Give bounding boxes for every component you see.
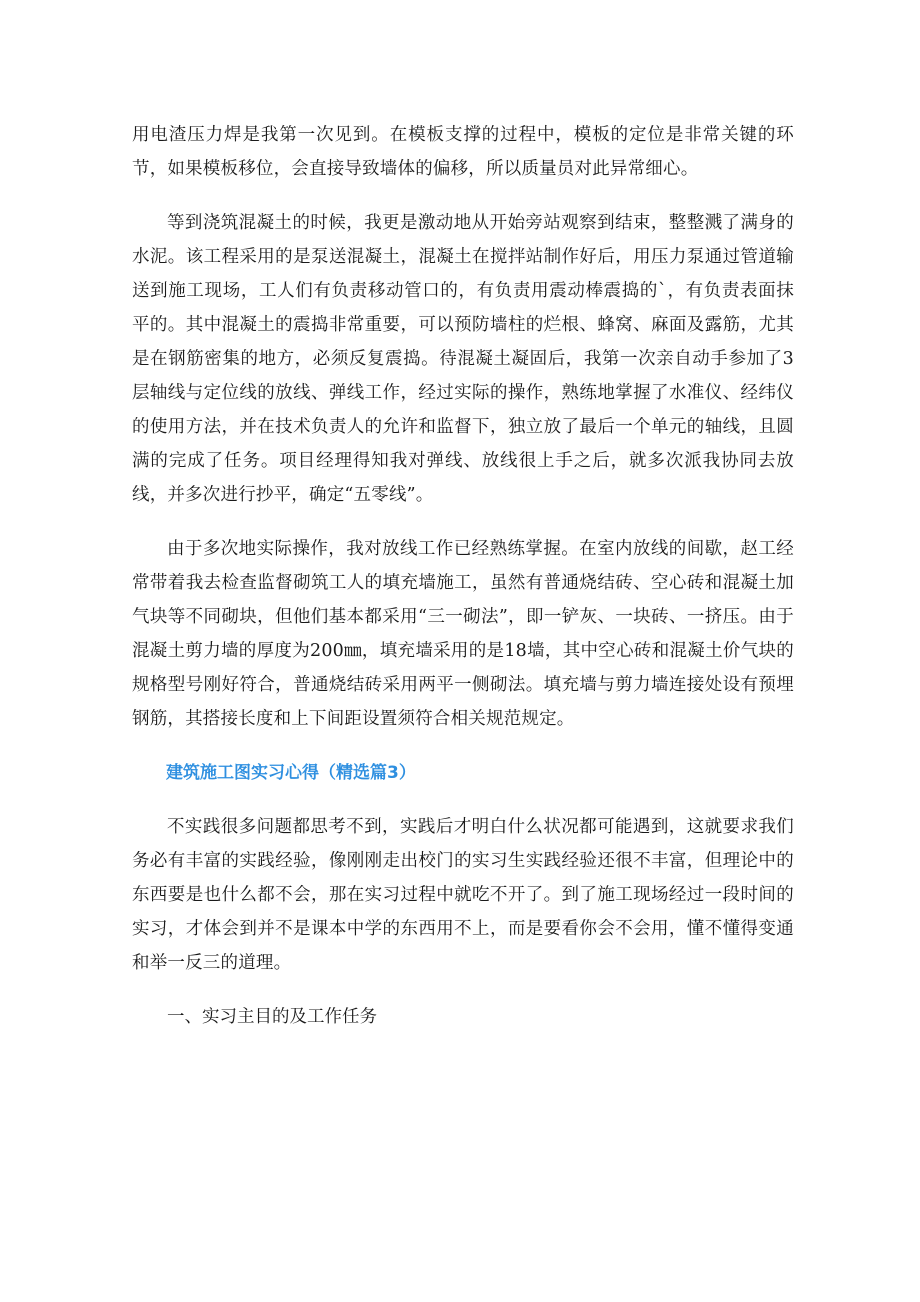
- paragraph-welding-formwork: 用电渣压力焊是我第一次见到。在模板支撑的过程中，模板的定位是非常关键的环节，如果模板移位，会直接导致墙体的偏移，所以质量员对此异常细心。: [132, 125, 794, 179]
- document-page: [132, 118, 794, 1034]
- section-heading: 建筑施工图实习心得（精选篇3）: [166, 763, 416, 783]
- paragraph-practice-experience: 不实践很多问题都思考不到，实践后才明白什么状况都可能遇到，这就要求我们务必有丰富的实践经验，像刚刚走出校门的实习生实践经验还很不丰富，但理论中的东西要是也什么都不会，那在实习过程中就吃不开了。到了施工现场经过一段时间的实习，才体会到并不是课本中学的东西用不上，而是要看你会不会用，懂不懂得变通和举一反三的道理。: [132, 817, 794, 973]
- subheading-internship-purpose: 一、实习主目的及工作任务: [167, 1007, 377, 1027]
- paragraph-infill-wall: 由于多次地实际操作，我对放线工作已经熟练掌握。在室内放线的间歇，赵工经常带着我去检查监督砌筑工人的填充墙施工，虽然有普通烧结砖、空心砖和混凝土加气块等不同砌块，但他们基本都采用“三一砌法”，即一铲灰、一块砖、一挤压。由于混凝土剪力墙的厚度为200㎜，填充墙采用的是18墙，其中空心砖和混凝土价气块的规格型号刚好符合，普通烧结砖采用两平一侧砌法。填充墙与剪力墙连接处设有预埋钢筋，其搭接长度和上下间距设置须符合相关规范规定。: [132, 539, 794, 729]
- paragraph-concrete-pouring: 等到浇筑混凝土的时候，我更是激动地从开始旁站观察到结束，整整溅了满身的水泥。该工程采用的是泵送混凝土，混凝土在搅拌站制作好后，用压力泵通过管道输送到施工现场，工人们有负责移动管口的，有负责用震动棒震捣的`，有负责表面抹平的。其中混凝土的震捣非常重要，可以预防墙柱的烂根、蜂窝、麻面及露筋，尤其是在钢筋密集的地方，必须反复震捣。待混凝土凝固后，我第一次亲自动手参加了3层轴线与定位线的放线、弹线工作，经过实际的操作，熟练地掌握了水准仪、经纬仪的使用方法，并在技术负责人的允许和监督下，独立放了最后一个单元的轴线，且圆满的完成了任务。项目经理得知我对弹线、放线很上手之后，就多次派我协同去放线，并多次进行抄平，确定“五零线”。: [132, 213, 794, 505]
